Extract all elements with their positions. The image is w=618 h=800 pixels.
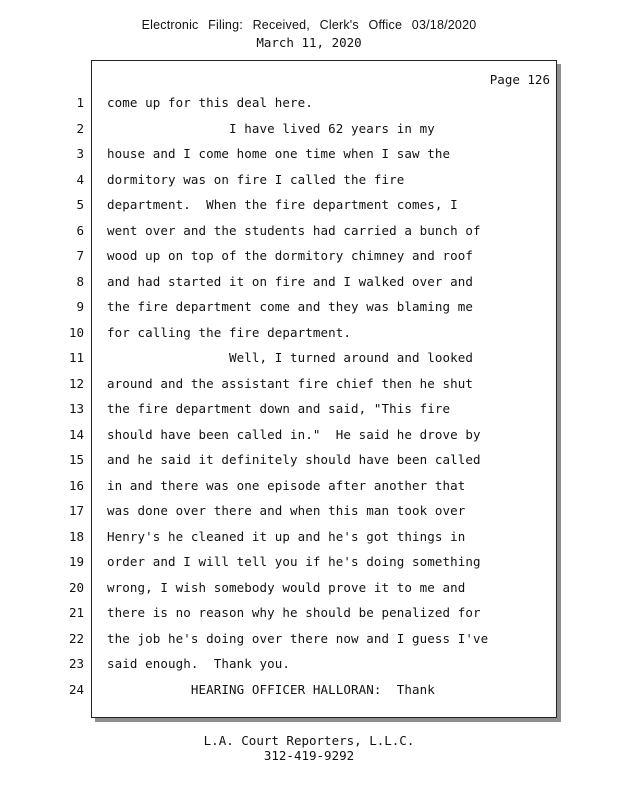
line-text: house and I come home one time when I saw the: [107, 146, 451, 161]
filing-stamp: Electronic Filing: Received, Clerk's Office 03/18/2020: [141, 18, 477, 32]
line-number: 15: [68, 452, 84, 467]
line-text: in and there was one episode after another that: [107, 478, 466, 493]
reporter-phone: 312-419-9292: [263, 748, 355, 763]
line-text: around and the assistant fire chief then he shut: [107, 376, 474, 391]
line-number: 7: [76, 248, 84, 263]
line-number: 2: [76, 121, 84, 136]
line-text: should have been called in." He said he drove by: [107, 427, 481, 442]
line-text: dormitory was on fire I called the fire: [107, 172, 405, 187]
line-text: there is no reason why he should be penalized for: [107, 605, 481, 620]
page-number: Page 126: [489, 72, 550, 87]
line-number: 12: [68, 376, 84, 391]
line-number: 17: [68, 503, 84, 518]
line-number: 14: [68, 427, 84, 442]
line-number: 1: [76, 95, 84, 110]
line-text: said enough. Thank you.: [107, 656, 291, 671]
line-text: come up for this deal here.: [107, 95, 313, 110]
line-text: and had started it on fire and I walked over and: [107, 274, 474, 289]
line-text: order and I will tell you if he's doing something: [107, 554, 481, 569]
line-number: 9: [76, 299, 84, 314]
line-number: 19: [68, 554, 84, 569]
transcript-date: March 11, 2020: [256, 35, 362, 50]
line-text: the job he's doing over there now and I guess I've: [107, 631, 489, 646]
line-text: I have lived 62 years in my: [107, 121, 435, 136]
line-number: 3: [76, 146, 84, 161]
line-number: 21: [68, 605, 84, 620]
line-text: was done over there and when this man took over: [107, 503, 466, 518]
line-number: 24: [68, 682, 84, 697]
line-text: department. When the fire department comes, I: [107, 197, 458, 212]
line-number: 16: [68, 478, 84, 493]
line-number: 13: [68, 401, 84, 416]
line-text: Henry's he cleaned it up and he's got things in: [107, 529, 466, 544]
line-text: the fire department down and said, "This fire: [107, 401, 451, 416]
line-number: 18: [68, 529, 84, 544]
line-text: wrong, I wish somebody would prove it to me and: [107, 580, 466, 595]
line-number: 23: [68, 656, 84, 671]
line-number: 4: [76, 172, 84, 187]
line-number: 6: [76, 223, 84, 238]
line-text: wood up on top of the dormitory chimney and roof: [107, 248, 474, 263]
reporter-company: L.A. Court Reporters, L.L.C.: [203, 733, 415, 748]
line-text: the fire department come and they was blaming me: [107, 299, 474, 314]
line-number: 22: [68, 631, 84, 646]
line-number: 8: [76, 274, 84, 289]
line-number: 5: [76, 197, 84, 212]
line-text: and he said it definitely should have been called: [107, 452, 481, 467]
line-number: 20: [68, 580, 84, 595]
line-text: went over and the students had carried a bunch of: [107, 223, 481, 238]
line-text: HEARING OFFICER HALLORAN: Thank: [107, 682, 435, 697]
line-text: Well, I turned around and looked: [107, 350, 474, 365]
line-number: 10: [68, 325, 84, 340]
line-text: for calling the fire department.: [107, 325, 352, 340]
line-number: 11: [68, 350, 84, 365]
